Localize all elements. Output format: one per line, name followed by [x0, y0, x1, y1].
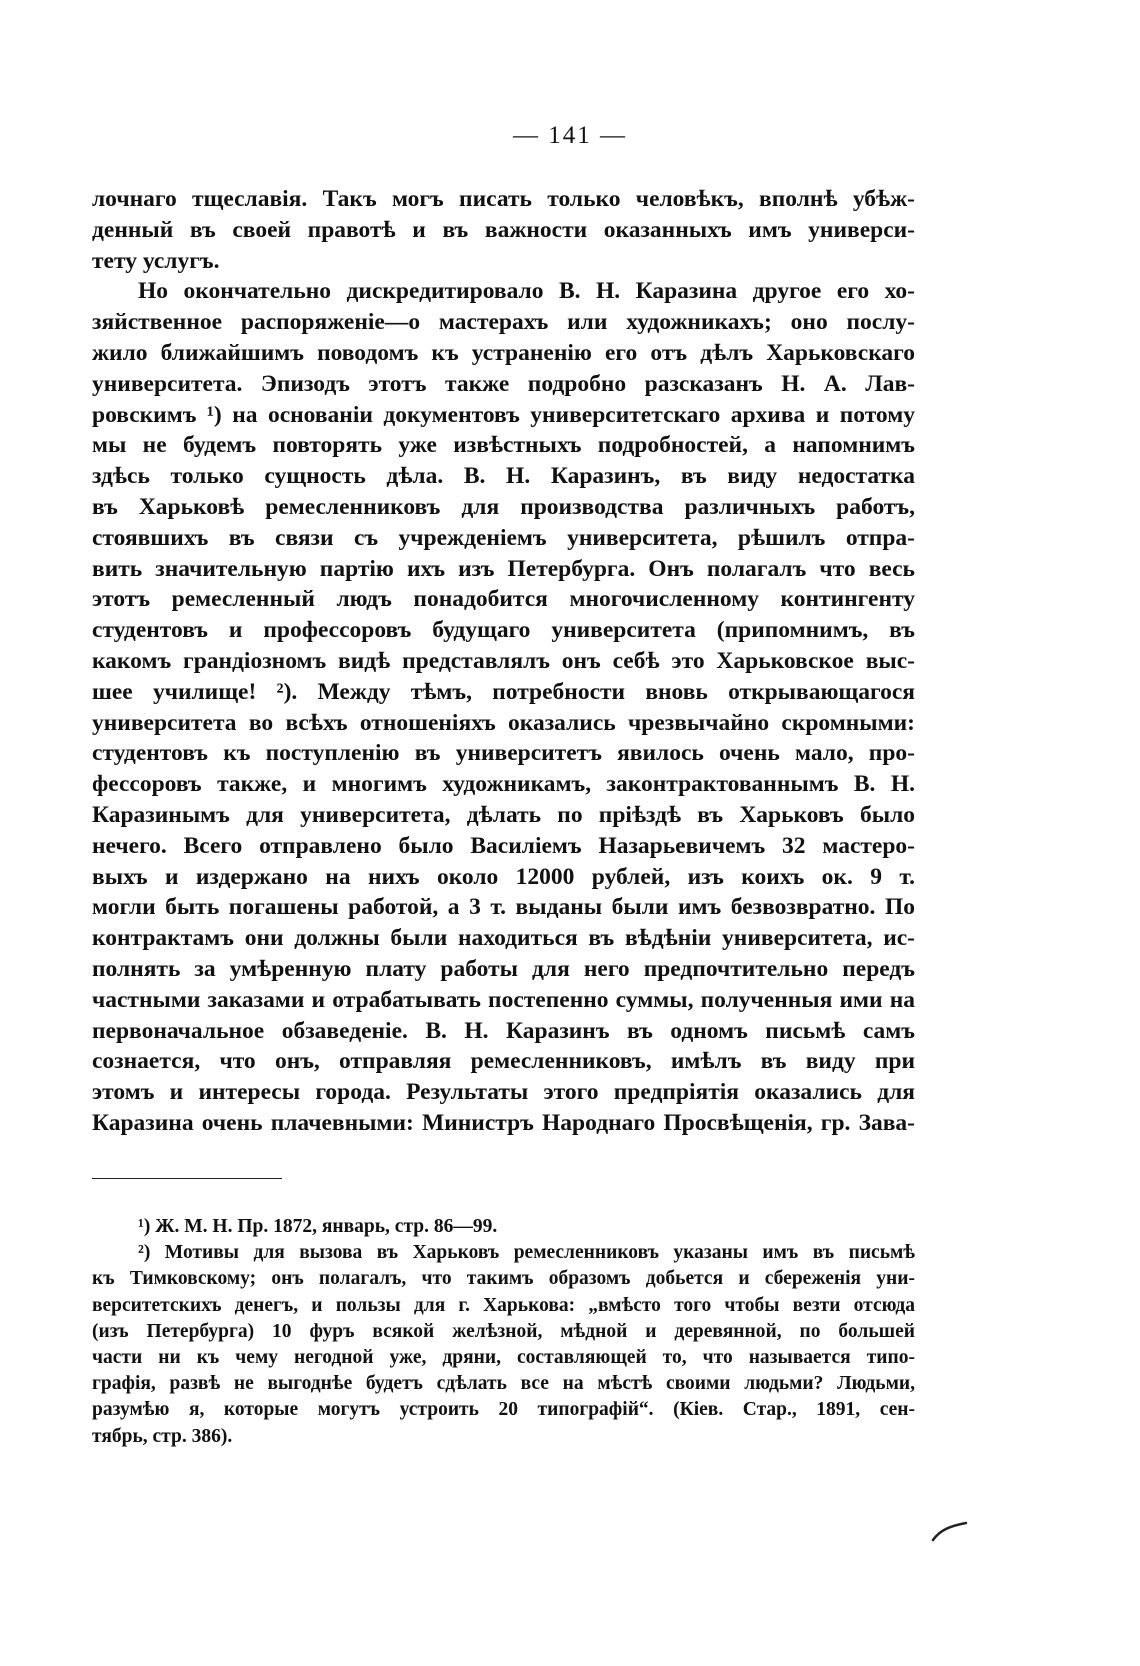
text-line: первоначальное обзаведеніе. В. Н. Каразинъ въ одномъ письмѣ самъ	[92, 1017, 915, 1044]
text-line: этомъ и интересы города. Результаты этого предпріятія оказались для	[92, 1079, 915, 1106]
text-line: студентовъ и профессоровъ будущаго университета (припомнимъ, въ	[92, 617, 915, 644]
text-line: въ Харьковѣ ремесленниковъ для производства различныхъ работъ,	[92, 493, 915, 520]
footnote-line: графія, развѣ не выгоднѣе будетъ сдѣлать все на мѣстѣ своими людьми? Людьми,	[92, 1373, 915, 1395]
footnote-line: тябрь, стр. 386).	[92, 1425, 233, 1447]
text-line: Каразина очень плачевными: Министръ Народнаго Просвѣщенія, гр. Зава-	[92, 1109, 915, 1136]
text-line: контрактамъ они должны были находиться въ вѣдѣніи университета, ис-	[92, 925, 915, 952]
text-line: тету услугъ.	[92, 247, 220, 274]
text-line: здѣсь только сущность дѣла. В. Н. Каразинъ, въ виду недостатка	[92, 463, 915, 490]
text-line: сознается, что онъ, отправляя ремесленниковъ, имѣлъ въ виду при	[92, 1048, 915, 1075]
footnote-line: разумѣю я, которые могутъ устроить 20 типографій“. (Кіев. Стар., 1891, сен-	[92, 1399, 915, 1421]
text-line: выхъ и издержано на нихъ около 12000 рублей, изъ коихъ ок. 9 т.	[92, 863, 915, 890]
text-line: студентовъ къ поступленію въ университетъ явилось очень мало, про-	[92, 740, 915, 767]
text-line: могли быть погашены работой, а 3 т. выданы были имъ безвозвратно. По	[92, 894, 915, 921]
text-line: шее училище! ²). Между тѣмъ, потребности вновь открывающагося	[92, 678, 915, 705]
footnote-line: ²) Мотивы для вызова въ Харьковъ ремесленниковъ указаны имъ въ письмѣ	[138, 1242, 915, 1264]
main-text	[92, 184, 915, 1139]
text-line: университета во всѣхъ отношеніяхъ оказались чрезвычайно скромными:	[92, 709, 915, 736]
pen-mark-icon	[930, 1520, 970, 1544]
text-line: ровскимъ ¹) на основаніи документовъ университетскаго архива и потому	[92, 401, 915, 428]
text-line: полнять за умѣренную плату работы для него предпочтительно передъ	[92, 955, 915, 982]
text-line: мы не будемъ повторять уже извѣстныхъ подробностей, а напомнимъ	[92, 432, 915, 459]
text-line: университета. Эпизодъ этотъ также подробно разсказанъ Н. А. Лав-	[92, 370, 915, 397]
text-line: зяйственное распоряженіе—о мастерахъ или художникахъ; оно послу-	[92, 309, 915, 336]
text-line: частными заказами и отрабатывать постепенно суммы, полученныя ими на	[92, 986, 915, 1013]
footnote-line: верситетскихъ денегъ, и пользы для г. Харькова: „вмѣсто того чтобы везти отсюда	[92, 1294, 915, 1316]
footnote-line: къ Тимковскому; онъ полагалъ, что такимъ образомъ добьется и сбереженія уни-	[92, 1268, 915, 1290]
footnote-line: ¹) Ж. М. Н. Пр. 1872, январь, стр. 86—99.	[138, 1216, 498, 1237]
text-line: Но окончательно дискредитировало В. Н. Каразина другое его хо-	[138, 278, 915, 305]
text-line: нечего. Всего отправлено было Василіемъ Назарьевичемъ 32 мастеро-	[92, 832, 915, 859]
footnotes	[92, 1214, 915, 1450]
text-line: денный въ своей правотѣ и въ важности оказанныхъ имъ универси-	[92, 216, 915, 243]
page-number: — 141 —	[513, 122, 627, 149]
text-line: фессоровъ также, и многимъ художникамъ, законтрактованнымъ В. Н.	[92, 771, 915, 798]
text-line: вить значительную партію ихъ изъ Петербурга. Онъ полагалъ что весь	[92, 555, 915, 582]
text-line: какомъ грандіозномъ видѣ представлялъ онъ себѣ это Харьковское выс-	[92, 647, 915, 674]
footnote-line: (изъ Петербурга) 10 фуръ всякой желѣзной, мѣдной и деревянной, по большей	[92, 1320, 915, 1342]
text-line: жило ближайшимъ поводомъ къ устраненію его отъ дѣлъ Харьковскаго	[92, 339, 915, 366]
footnote-line: части ни къ чему негодной уже, дряни, составляющей то, что называется типо-	[92, 1346, 915, 1368]
footnote-divider	[92, 1178, 282, 1179]
text-line: лочнаго тщеславія. Такъ могъ писать только человѣкъ, вполнѣ убѣж-	[92, 186, 915, 212]
text-line: Каразинымъ для университета, дѣлать по пріѣздѣ въ Харьковъ было	[92, 801, 915, 828]
text-line: этотъ ремесленный людъ понадобится многочисленному контингенту	[92, 586, 915, 613]
text-line: стоявшихъ въ связи съ учрежденіемъ университета, рѣшилъ отпра-	[92, 524, 915, 551]
